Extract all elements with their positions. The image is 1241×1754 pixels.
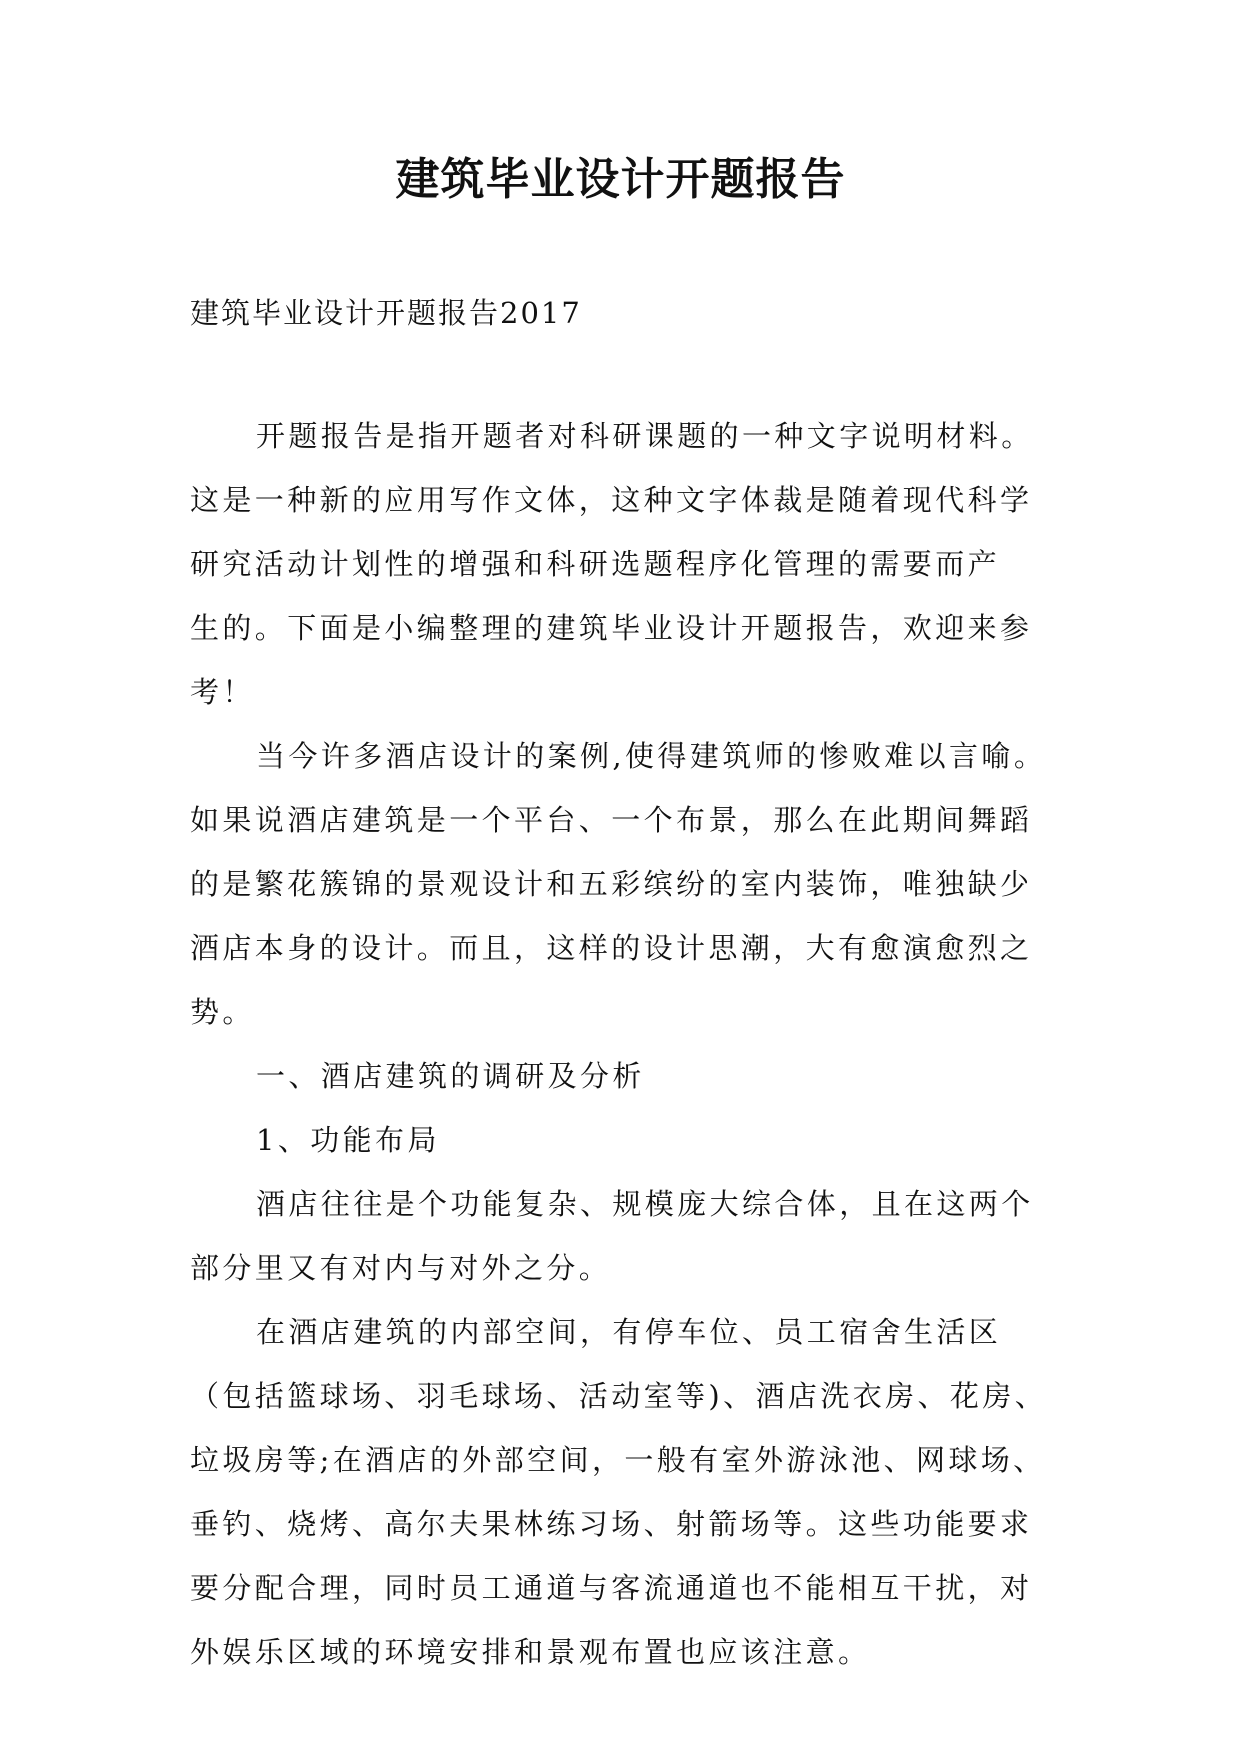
paragraph-line: 开题报告是指开题者对科研课题的一种文字说明材料。: [256, 419, 1034, 453]
paragraph-line: （包括篮球场、羽毛球场、活动室等)、酒店洗衣房、花房、: [190, 1379, 1048, 1413]
paragraph-line: 生的。下面是小编整理的建筑毕业设计开题报告，欢迎来参: [190, 611, 1033, 645]
paragraph-line: 酒店本身的设计。而且，这样的设计思潮，大有愈演愈烈之: [190, 931, 1033, 965]
paragraph-line: 当今许多酒店设计的案例,使得建筑师的惨败难以言喻。: [256, 739, 1047, 773]
paragraph-line: 外娱乐区域的环境安排和景观布置也应该注意。: [190, 1635, 871, 1669]
paragraph-line: 垂钓、烧烤、高尔夫果林练习场、射箭场等。这些功能要求: [190, 1507, 1033, 1541]
paragraph-line: 考！: [190, 675, 255, 709]
paragraph-line: 要分配合理，同时员工通道与客流通道也不能相互干扰，对: [190, 1571, 1033, 1605]
document-title: 建筑毕业设计开题报告: [395, 154, 846, 205]
document-body: [190, 404, 1060, 1684]
paragraph-line: 垃圾房等;在酒店的外部空间，一般有室外游泳池、网球场、: [190, 1443, 1046, 1477]
paragraph-line: 势。: [190, 995, 255, 1029]
document-subtitle: 建筑毕业设计开题报告2017: [190, 296, 582, 330]
paragraph-line: 的是繁花簇锦的景观设计和五彩缤纷的室内装饰，唯独缺少: [190, 867, 1033, 901]
paragraph-line: 研究活动计划性的增强和科研选题程序化管理的需要而产: [190, 547, 1001, 581]
section-heading: 一、酒店建筑的调研及分析: [256, 1059, 645, 1093]
paragraph-line: 如果说酒店建筑是一个平台、一个布景，那么在此期间舞蹈: [190, 803, 1033, 837]
paragraph-line: 这是一种新的应用写作文体，这种文字体裁是随着现代科学: [190, 483, 1033, 517]
paragraph-line: 部分里又有对内与对外之分。: [190, 1251, 612, 1285]
subsection-heading: 1、功能布局: [256, 1123, 440, 1157]
paragraph-line: 在酒店建筑的内部空间，有停车位、员工宿舍生活区: [256, 1315, 1002, 1349]
paragraph-line: 酒店往往是个功能复杂、规模庞大综合体，且在这两个: [256, 1187, 1034, 1221]
